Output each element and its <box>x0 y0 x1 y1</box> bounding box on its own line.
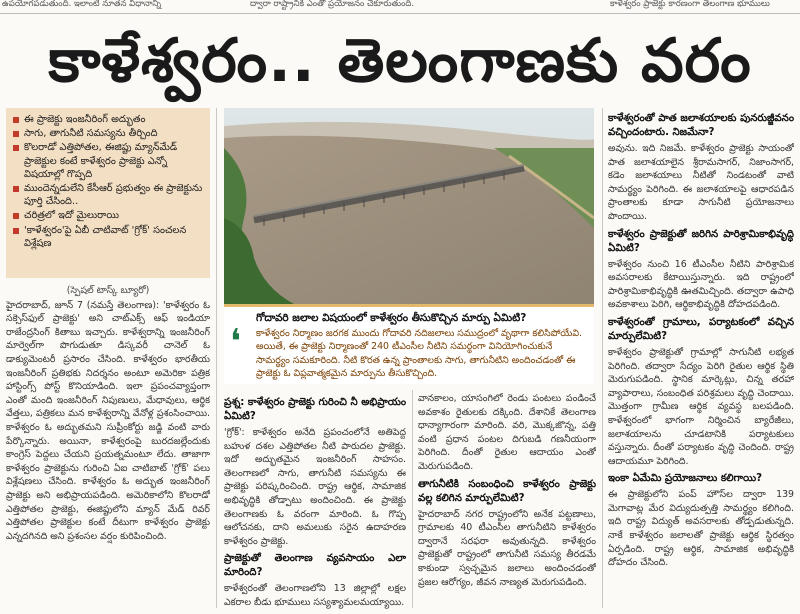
highlight-item: సాగు, తాగునీటి సమస్యను తీర్చింది <box>12 127 205 140</box>
dam-reservoir-photo <box>224 108 594 304</box>
question-heading: కాళేశ్వరం ప్రాజెక్టుతో జరిగిన పారిశ్రామికాభివృద్ధి ఏమిటి? <box>608 228 794 254</box>
question-heading: కాళేశ్వరంతో పాత జలాశయాలకు పునరుజ్జీవనం వచ్చిందంటారు. నిజమేనా? <box>608 113 794 138</box>
highlight-item: ఈ ప్రాజెక్టు ఇంజనీరింగ్ అద్భుతం <box>12 113 205 126</box>
article-paragraph: అవును. ఇది నిజమే. కాళేశ్వరం ప్రాజెక్టు సాయంతో పాత జలాశయాలైన శ్రీరామసాగర్, నిజాంసాగర్, కడెం జలాశయాలు నీటితో నిండటంతో వాటి సామర్థ్యం పెరిగింది. ఈ జలాశయాలపై ఆధారపడిన ప్రాంతాలకు కూడా సాగునీటి ప్రయోజనాలు పొందాయి. <box>608 143 794 222</box>
highlight-item: కొలరాడో ఎత్తిపోతల, ఈజిప్టు మ్యాన్‌మేడ్ ప్రాజెక్టుల కంటే కాళేశ్వరం ప్రాజెక్టు ఎన్నో విషయాల్లో గొప్పది <box>12 141 205 181</box>
article-paragraph: ఈ ప్రాజెక్టులోని పంప్ హౌస్‌ల ద్వారా 139 మెగావాట్ల మేర విద్యుదుత్పత్తి సామర్థ్యం కలిగింది. ఇది రాష్ట్ర విద్యుత్ అవసరాలకు తోడ్పడుతున్నది. నాకే కాళేశ్వరం జలాలతో ప్రాజెక్టు ఆర్థిక స్థిరత్వం ఏర్పడింది. రాష్ట్ర ఆర్థిక, సామాజిక అభివృద్ధికి దోహదం చేసింది. <box>608 489 794 569</box>
question-heading: తాగునీటికి సంబంధించి కాళేశ్వరం ప్రాజెక్టు వల్ల కలిగిన మార్పులేమిటి? <box>418 478 596 504</box>
quote-icon: ❛ <box>230 322 241 362</box>
highlight-item: 'కాళేశ్వరం'పై ఏబీ చాటివాట్ 'గ్రోక్' సంచలన విశ్లేషణ <box>12 224 205 250</box>
photo-caption-box <box>224 304 594 384</box>
top-strip-text-2: ద్వారా రాష్ట్రానికి ఎంతో ప్రయోజనం చేకూరుతుంది. <box>250 0 415 9</box>
article-paragraph: వానకాలం, యాసంగిలో రెండు పంటలు పండించే అవకాశం రైతులకు దక్కింది. దేశానికే తెలంగాణ ధాన్యాగారంగా మారింది. వరి, మొక్కజొన్న, పత్తి వంటి ప్రధాన పంటల దిగుబడి గణనీయంగా పెరిగింది. దీంతో రైతుల ఆదాయం ఎంతో మెరుగుపడింది. <box>418 393 596 472</box>
article-paragraph: 'గ్రోక్': కాళేశ్వరం అనేది ప్రపంచంలోనే అతిపెద్ద బహుళ దశల ఎత్తిపోతల నీటి పారుదల ప్రాజెక్టు. ఇదో అద్భుతమైన ఇంజనీరింగ్ సాహసం. తెలంగాణలో సాగు, తాగునీటి సమస్యను ఈ ప్రాజెక్టు పరిష్కరించింది. రాష్ట్ర ఆర్థిక, సామాజిక అభివృద్ధికి తోడ్పాటు అందించింది. ఈ ప్రాజెక్టు తెలంగాణకు ఓ వరంగా మారింది. ఓ గొప్ప ఆలోచనకు, దాని అమలుకు సరైన ఉదాహరణ కాళేశ్వరం ప్రాజెక్టు. <box>224 427 406 547</box>
caption-answer: కాళేశ్వరం నిర్మాణం జరగక ముందు గోదావరి నదిజలాలు సముద్రంలో వృథాగా కలిసిపోయేవి. అయితే, ఈ ప్రాజెక్టు నిర్మాణంతో 240 టీఎంసీల నీటిని సమర్థంగా వినియోగించుకునే సామర్థ్యం సమకూరింది. నీటి కొరత ఉన్న ప్రాంతాలకు సాగు, తాగునీటిని అందించడంతో ఈ ప్రాజెక్టు ఓ విప్లవాత్మకమైన మార్పును తీసుకొచ్చింది. <box>256 328 582 379</box>
article-column-3 <box>418 392 596 610</box>
article-paragraph: హైదరాబాద్ నగర రాష్ట్రంలోని అనేక పట్టణాలు, గ్రామాలకు 40 టీఎంసీల తాగునీటిని కాళేశ్వరం ద్వారానే సరఫరా అవుతున్నది. కాళేశ్వరం ప్రాజెక్టుతో రాష్ట్రంలో తాగునీటి సమస్య తీరడమే కాకుండా స్వచ్ఛమైన జలాలు అందించడంతో ప్రజల ఆరోగ్యం, జీవన నాణ్యత మెరుగుపడింది. <box>418 508 596 588</box>
question-heading: కాళేశ్వరంతో గ్రామాలు, పర్యాటకంలో వచ్చిన మార్పులేమిటి? <box>608 316 794 342</box>
article-paragraph: హైదరాబాద్, జూన్ 7 (నమస్తే తెలంగాణ): 'కాళేశ్వరం ఓ సక్సెస్‌ఫుల్ ప్రాజెక్టు' అని చాట్‌ఎక్స్ ఆఫ్ ఇండియా రాజేంద్రసింగ్ కితాబు ఇచ్చారు. కాళేశ్వరాన్ని ఇంజనీరింగ్ మార్వెల్‌గా పొగుడుతూ డిస్కవరీ చానెల్ ఓ డాక్యుమెంటరీ ప్రసారం చేసింది. కాళేశ్వరం భారతీయ ఇంజనీరింగ్ ప్రతిభకు నిదర్శనం అంటూ అమెరికా పత్రిక హాస్టింగ్స్ పోస్ట్ కొనియాడింది. ఇలా ప్రపంచవ్యాప్తంగా ఎంతో మంది ఇంజనీరింగ్ నిపుణులు, మేధావులు, ఆర్థిక వేత్తలు, పత్రికలు మన కాళేశ్వరాన్ని వేనోళ్ల ప్రశంసించాయి. కాళేశ్వరం ఓ అద్భుతమని సుప్రీంకోర్టు జడ్జి వంటి వారు పేర్కొన్నారు. అయినా, కాళేశ్వరంపై బురదజల్లేందుకు కాంగ్రెస్ పెద్దలు చేయని ప్రయత్నమంటూ లేదు. తాజాగా కాళేశ్వరం ప్రాజెక్టును గురించి ఏఐ చాటిబాట్ 'గ్రోక్' పలు విశ్లేషణలు చేసింది. కాళేశ్వరం ఓ అద్భుత ఇంజనీరింగ్ ప్రాజెక్టు అని అభిప్రాయపడింది. అమెరికాలోని కొలరాడో ఎత్తిపోతల ప్రాజెక్టు, ఈజిప్టులోని మ్యాన్ మేడ్ రివర్ ఎత్తిపోతల ప్రాజెక్టుల కంటే దీటుగా కాళేశ్వరం ప్రాజెక్టు ఎన్నదగినది అని ప్రశంసల వర్షం కురిపించింది. <box>6 299 210 542</box>
highlights-box <box>6 108 210 278</box>
top-strip <box>0 0 800 14</box>
highlight-item: ముందెన్నడులేని కేసీఆర్ ప్రభుత్వం ఈ ప్రాజెక్టును పూర్తి చేసింది.. <box>12 182 205 208</box>
byline: (స్పెషల్ టాస్క్ బ్యూరో) <box>66 285 150 296</box>
dam-photo-illustration <box>224 108 594 304</box>
article-paragraph: కాళేశ్వరం నుంచి 16 టీఎంసీల నీటిని పారిశ్రామిక అవసరాలకు కేటాయిస్తున్నారు. ఇది రాష్ట్రంలో పారిశ్రామికాభివృద్ధికి ఊతమిచ్చింది. తద్వారా ఉపాధి అవకాశాలు పెరిగి, ఆర్థికాభివృద్ధికి దోహదపడింది. <box>608 258 794 311</box>
highlight-item: చరిత్రలో ఇదో మైలురాయి <box>12 209 205 222</box>
question-heading: ఇంకా ఏమేమి ప్రయోజనాలు కలిగాయి? <box>608 473 763 485</box>
article-paragraph: కాళేశ్వరంతో తెలంగాణలోని 13 జిల్లాల్లో లక్షల ఎకరాల బీడు భూములు సస్యశ్యామలమయ్యాయి. <box>224 583 406 608</box>
question-heading: ప్రశ్న: కాళేశ్వరం ప్రాజెక్టు గురించి నీ అభిప్రాయం ఏమిటి? <box>224 397 406 422</box>
column-divider <box>412 390 413 608</box>
article-column-1 <box>6 284 210 610</box>
question-heading: ప్రాజెక్టుతో తెలంగాణ వ్యవసాయం ఎలా మారింది? <box>224 553 406 579</box>
article-column-4 <box>608 108 794 610</box>
article-paragraph: కాళేశ్వరం ప్రాజెక్టుతో గ్రామాల్లో సాగునీటి లభ్యత పెరిగింది. తద్వారా సేద్యం పెరిగి రైతుల ఆర్థిక స్థితి మెరుగుపడింది. స్థానిక మార్కెట్లు, చిన్న తరహా వ్యాపారాలు, సంబంధిత పరిశ్రమలు వృద్ధి చెందాయి. మొత్తంగా గ్రామీణ ఆర్థిక వ్యవస్థ బలపడింది. కాళేశ్వరంలో భాగంగా నిర్మించిన బ్యారేజీలు, జలాశయాలను చూడటానికి పర్యాటకులు వస్తున్నారు. దీంతో పర్యాటకం వృద్ధి చెందింది. రాష్ట్ర ఆదాయమూ పెరిగింది. <box>608 346 794 467</box>
top-strip-text-1: ఉపయోగపడుతుంది. ఇలాంటి నూతన విధానాన్ని <box>2 0 162 9</box>
article-column-2 <box>224 392 406 610</box>
caption-question: గోదావరి జలాల విషయంలో కాళేశ్వరం తీసుకొచ్చిన మార్పు ఏమిటి? <box>256 312 527 324</box>
top-strip-text-3: కాళేశ్వరం ప్రాజెక్టు కారణంగా తెలంగాణ భూములు <box>610 0 770 9</box>
column-divider <box>602 108 603 608</box>
column-divider <box>216 108 217 608</box>
page-title: కాళేశ్వరం.. తెలంగాణకు వరం <box>48 26 752 96</box>
